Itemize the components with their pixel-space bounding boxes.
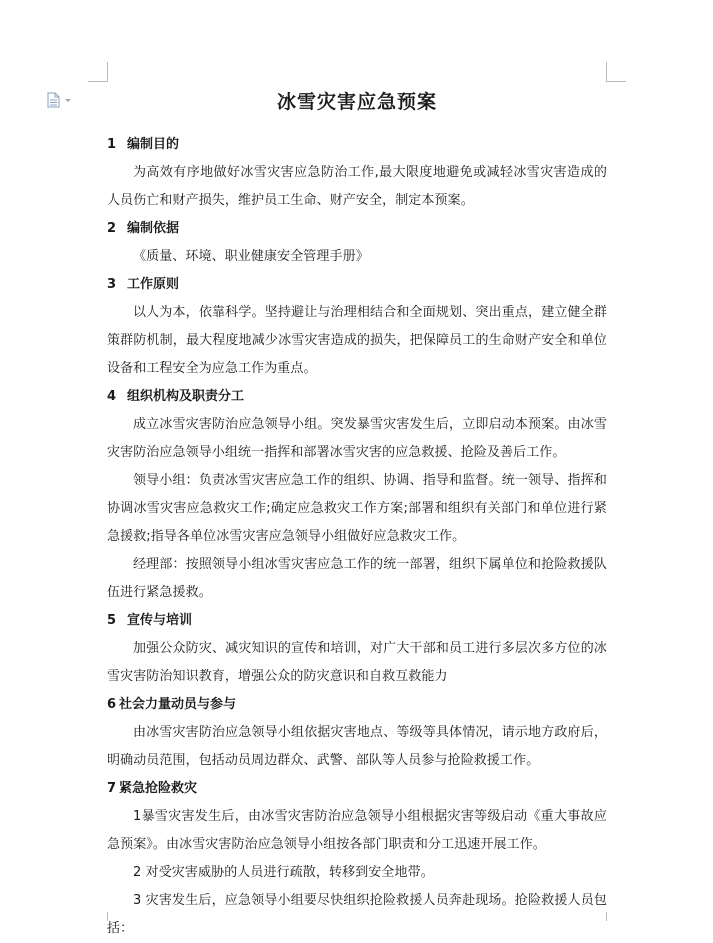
paragraph: 为高效有序地做好冰雪灾害应急防治工作,最大限度地避免或减轻冰雪灾害造成的人员伤亡和财产损失，维护员工生命、财产安全，制定本预案。 xyxy=(107,165,607,208)
section-title: 工作原则 xyxy=(127,277,180,292)
section-heading xyxy=(107,775,607,803)
document-title: 冰雪灾害应急预案 xyxy=(276,91,437,113)
section-number: 4 xyxy=(107,389,117,404)
section-title: 社会力量动员与参与 xyxy=(119,697,237,712)
crop-mark-bottom-right xyxy=(606,912,626,921)
section-title: 编制目的 xyxy=(127,137,180,152)
section-heading xyxy=(107,383,607,411)
section-title: 组织机构及职责分工 xyxy=(127,389,245,404)
paragraph: 《质量、环境、职业健康安全管理手册》 xyxy=(133,249,369,264)
section-heading xyxy=(107,607,607,635)
paragraph: 经理部：按照领导小组冰雪灾害应急工作的统一部署，组织下属单位和抢险救援队伍进行紧急援救。 xyxy=(107,557,607,600)
section-heading xyxy=(107,131,607,159)
section-heading xyxy=(107,691,607,719)
section-title: 紧急抢险救灾 xyxy=(119,781,198,796)
section-title: 编制依据 xyxy=(127,221,180,236)
document-navigation-icon[interactable] xyxy=(46,92,76,108)
paragraph: 3 灾害发生后，应急领导小组要尽快组织抢险救援人员奔赴现场。抢险救援人员包括： xyxy=(107,893,607,936)
crop-mark-top-left xyxy=(88,62,108,82)
paragraph: 加强公众防灾、减灾知识的宣传和培训，对广大干部和员工进行多层次多方位的冰雪灾害防治知识教育，增强公众的防灾意识和自救互救能力 xyxy=(107,641,607,684)
crop-mark-top-right xyxy=(606,62,626,82)
section-number: 1 xyxy=(107,137,117,152)
section-title: 宣传与培训 xyxy=(127,613,193,628)
section-number: 3 xyxy=(107,277,117,292)
section-heading xyxy=(107,215,607,243)
paragraph: 以人为本，依靠科学。坚持避让与治理相结合和全面规划、突出重点，建立健全群策群防机制，最大程度地减少冰雪灾害造成的损失，把保障员工的生命财产安全和单位设备和工程安全为应急工作为重点。 xyxy=(107,305,607,376)
section-number: 7 xyxy=(107,781,117,796)
section-number: 2 xyxy=(107,221,117,236)
section-heading xyxy=(107,271,607,299)
section-number: 6 xyxy=(107,697,117,712)
crop-mark-bottom-left xyxy=(88,912,108,921)
paragraph: 领导小组：负责冰雪灾害应急工作的组织、协调、指导和监督。统一领导、指挥和协调冰雪灾害应急救灾工作;确定应急救灾工作方案;部署和组织有关部门和单位进行紧急援救;指导各单位冰雪灾害应急领导小组做好应急救灾工作。 xyxy=(107,473,607,544)
paragraph: 2 对受灾害威胁的人员进行疏散，转移到安全地带。 xyxy=(133,865,434,880)
section-number: 5 xyxy=(107,613,117,628)
paragraph: 成立冰雪灾害防治应急领导小组。突发暴雪灾害发生后，立即启动本预案。由冰雪灾害防治应急领导小组统一指挥和部署冰雪灾害的应急救援、抢险及善后工作。 xyxy=(107,417,607,460)
paragraph: 1暴雪灾害发生后，由冰雪灾害防治应急领导小组根据灾害等级启动《重大事故应急预案》。由冰雪灾害防治应急领导小组按各部门职责和分工迅速开展工作。 xyxy=(107,809,607,852)
document-body xyxy=(107,131,607,943)
paragraph: 由冰雪灾害防治应急领导小组依据灾害地点、等级等具体情况，请示地方政府后，明确动员范围，包括动员周边群众、武警、部队等人员参与抢险救援工作。 xyxy=(107,725,607,768)
